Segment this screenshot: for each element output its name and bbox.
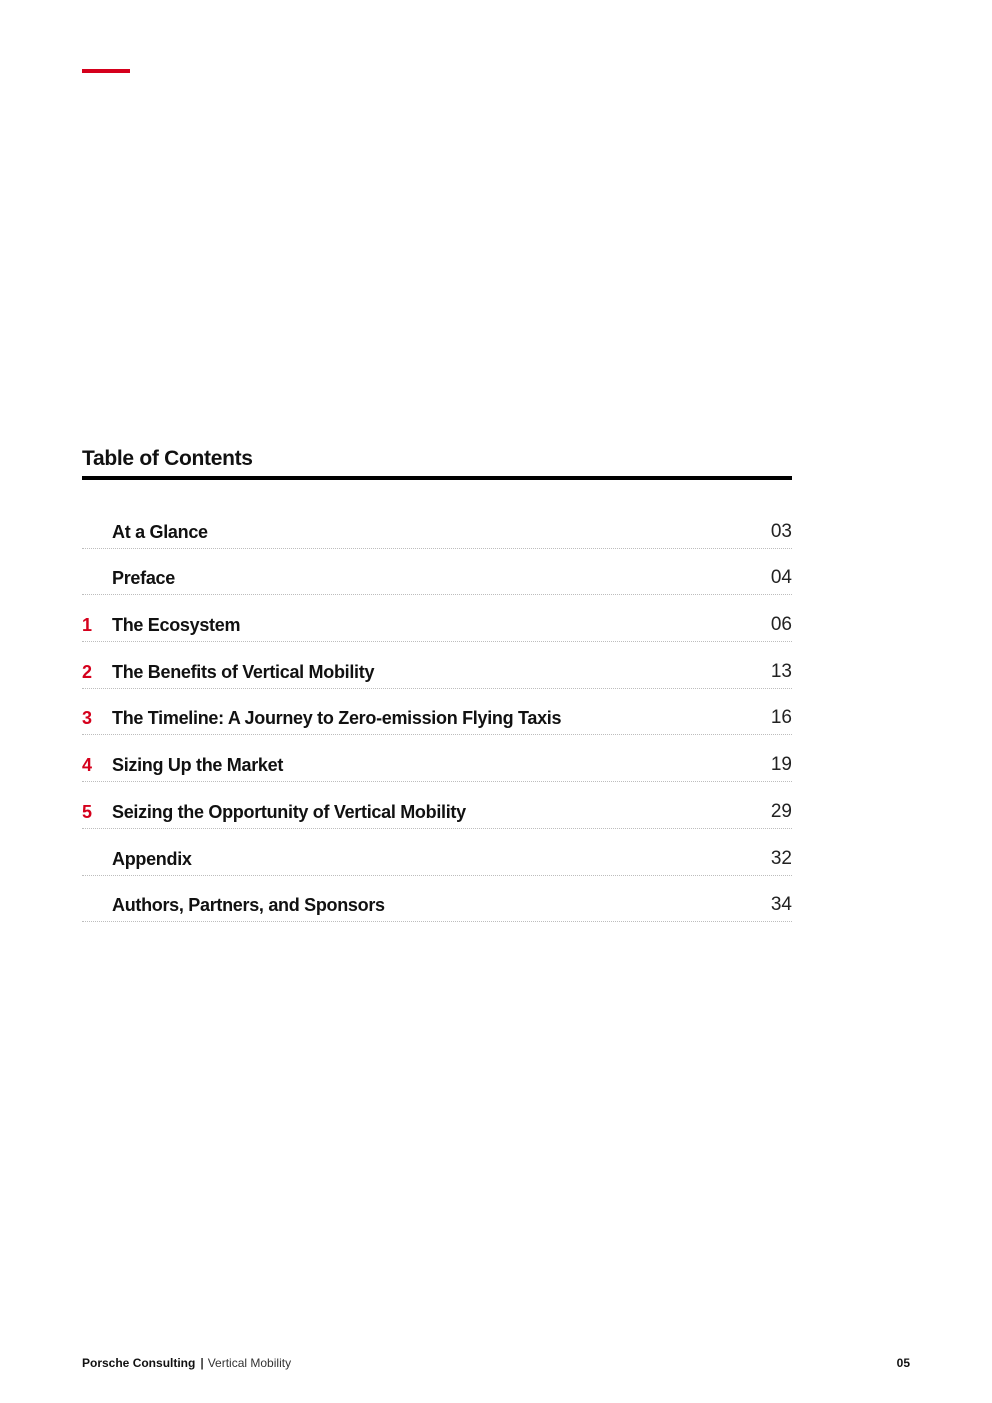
toc-entry-timeline[interactable] [82, 689, 792, 736]
toc-entry-page: 19 [770, 754, 792, 776]
toc-entry-page: 03 [770, 520, 792, 542]
toc-entry-authors[interactable] [82, 876, 792, 923]
toc-entry-page: 04 [770, 567, 792, 589]
toc-title: Table of Contents [82, 447, 253, 470]
footer-brand: Porsche Consulting [82, 1356, 196, 1370]
toc-entry-page: 13 [770, 660, 792, 682]
toc-entry-page: 06 [770, 614, 792, 636]
toc-entry-label: The Benefits of Vertical Mobility [112, 661, 375, 682]
toc-entry-page: 32 [770, 847, 792, 869]
toc-entry-ecosystem[interactable] [82, 595, 792, 642]
toc-entry-label: Seizing the Opportunity of Vertical Mobility [112, 801, 466, 822]
toc-entry-seizing-opportunity[interactable] [82, 782, 792, 829]
toc-entry-number: 5 [82, 801, 93, 822]
toc-entry-page: 29 [770, 800, 792, 822]
footer-page-number: 05 [896, 1356, 910, 1370]
toc-entry-label: Preface [112, 568, 175, 589]
toc-entry-number: 3 [82, 708, 93, 729]
toc-entry-page: 34 [770, 894, 792, 916]
toc-entry-sizing-market[interactable] [82, 735, 792, 782]
accent-bar [82, 69, 130, 73]
toc-entry-number: 4 [82, 755, 93, 776]
toc-list [82, 502, 792, 922]
toc-entry-benefits[interactable] [82, 642, 792, 689]
toc-entry-label: The Timeline: A Journey to Zero-emission Flying Taxis [112, 708, 562, 729]
toc-entry-page: 16 [770, 707, 792, 729]
footer-document-title: Vertical Mobility [207, 1356, 292, 1370]
toc-entry-label: Authors, Partners, and Sponsors [112, 895, 385, 916]
toc-entry-preface[interactable] [82, 549, 792, 596]
table-of-contents [82, 444, 792, 922]
toc-entry-number: 2 [82, 661, 93, 682]
toc-entry-appendix[interactable] [82, 829, 792, 876]
footer-separator: | [200, 1356, 204, 1370]
toc-entry-label: The Ecosystem [112, 615, 241, 636]
toc-entry-number: 1 [82, 615, 93, 636]
toc-entry-label: Appendix [112, 848, 192, 869]
toc-title-rule [82, 476, 792, 480]
toc-entry-at-a-glance[interactable] [82, 502, 792, 549]
toc-entry-label: At a Glance [112, 521, 208, 542]
page-footer [82, 1355, 291, 1371]
toc-entry-label: Sizing Up the Market [112, 755, 284, 776]
